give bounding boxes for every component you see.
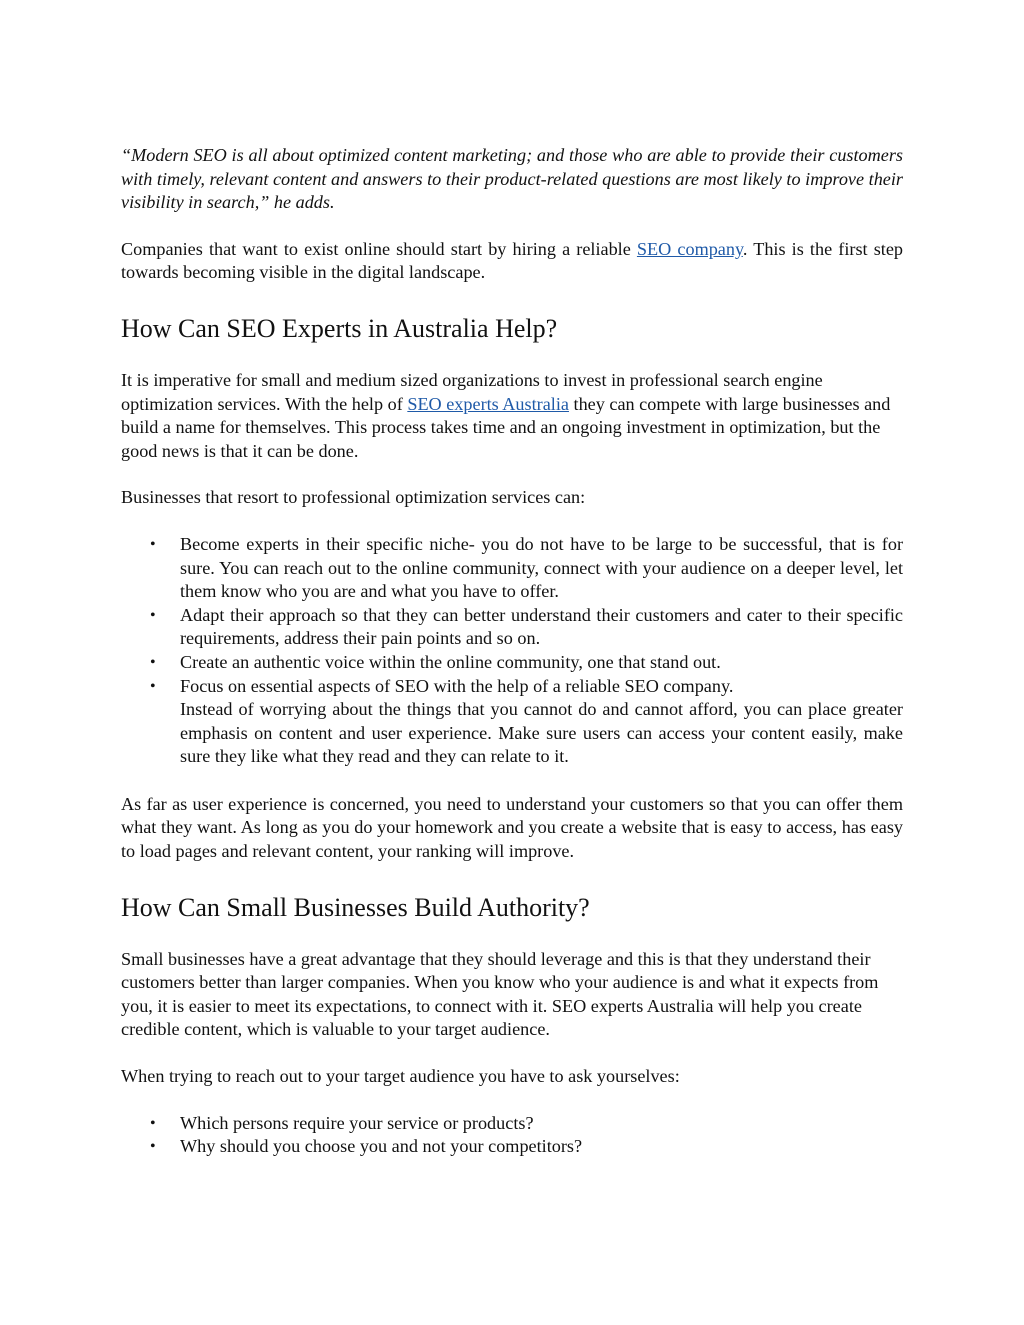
list-item-text: Become experts in their specific niche- you do not have to be large to be successful, that is for sure. You can reach out to the online community, connect with your audience on a deeper level, let them know who you are and what you have to offer.	[180, 533, 903, 602]
bullet-icon: •	[150, 653, 156, 671]
intro-paragraph	[121, 238, 903, 285]
ask-yourselves-paragraph: When trying to reach out to your target audience you have to ask yourselves:	[121, 1066, 680, 1087]
list-item-continuation: Instead of worrying about the things that you cannot do and cannot afford, you can place greater emphasis on content and user experience. Make sure users can access your content easily, make sure they like what they read and they can relate to it.	[180, 699, 903, 767]
list-item-text: Create an authentic voice within the online community, one that stand out.	[180, 651, 721, 672]
quote-paragraph: “Modern SEO is all about optimized content marketing; and those who are able to provide their customers with timely, relevant content and answers to their product-related questions are most likely to improve their visibility in search,” he adds.	[121, 145, 903, 213]
questions-list	[121, 1112, 903, 1159]
heading-build-authority: How Can Small Businesses Build Authority?	[121, 892, 590, 922]
bullet-icon: •	[150, 535, 156, 553]
seo-experts-australia-link[interactable]: SEO experts Australia	[407, 393, 569, 414]
advantage-paragraph: Small businesses have a great advantage that they should leverage and this is that they understand their customers better than larger companies. When you know who your audience is and what it expects from you, it is easier to meet its expectations, to connect with it. SEO experts Australia will help you create credible content, which is valuable to your target audience.	[121, 948, 879, 1040]
user-experience-paragraph: As far as user experience is concerned, you need to understand your customers so that you can offer them what they want. As long as you do your homework and you create a website that is easy to access, has easy to load pages and relevant content, your ranking will improve.	[121, 793, 903, 862]
list-item	[150, 651, 903, 675]
list-item	[150, 604, 903, 651]
imperative-text-before: It is imperative for small and medium sized organizations to invest in professional search engine optimization services. With the help of	[121, 369, 823, 414]
list-item	[150, 533, 903, 604]
list-item-text: Why should you choose you and not your competitors?	[180, 1136, 583, 1157]
document-body	[121, 144, 903, 1183]
imperative-text-after: they can compete with large businesses and build a name for themselves. This process takes time and an ongoing investment in optimization, but the good news is that it can be done.	[121, 393, 891, 461]
intro-text-before: Companies that want to exist online should start by hiring a reliable	[121, 238, 637, 259]
list-item	[150, 1112, 903, 1136]
intro-text-after: . This is the first step towards becoming visible in the digital landscape.	[121, 238, 903, 283]
imperative-paragraph	[121, 369, 903, 463]
bullet-icon: •	[150, 1114, 156, 1132]
bullet-icon: •	[150, 606, 156, 624]
bullet-icon: •	[150, 677, 156, 695]
list-item-text: Which persons require your service or products?	[180, 1112, 534, 1133]
list-item	[150, 1135, 903, 1159]
services-intro-paragraph: Businesses that resort to professional optimization services can:	[121, 487, 586, 508]
list-item-text: Adapt their approach so that they can better understand their customers and cater to their specific requirements, address their pain points and so on.	[180, 604, 903, 649]
heading-seo-experts-help: How Can SEO Experts in Australia Help?	[121, 313, 558, 343]
list-item	[150, 675, 903, 769]
benefits-list	[121, 533, 903, 769]
bullet-icon: •	[150, 1138, 156, 1156]
list-item-text: Focus on essential aspects of SEO with the help of a reliable SEO company.	[180, 675, 734, 696]
seo-company-link[interactable]: SEO company	[636, 238, 743, 259]
